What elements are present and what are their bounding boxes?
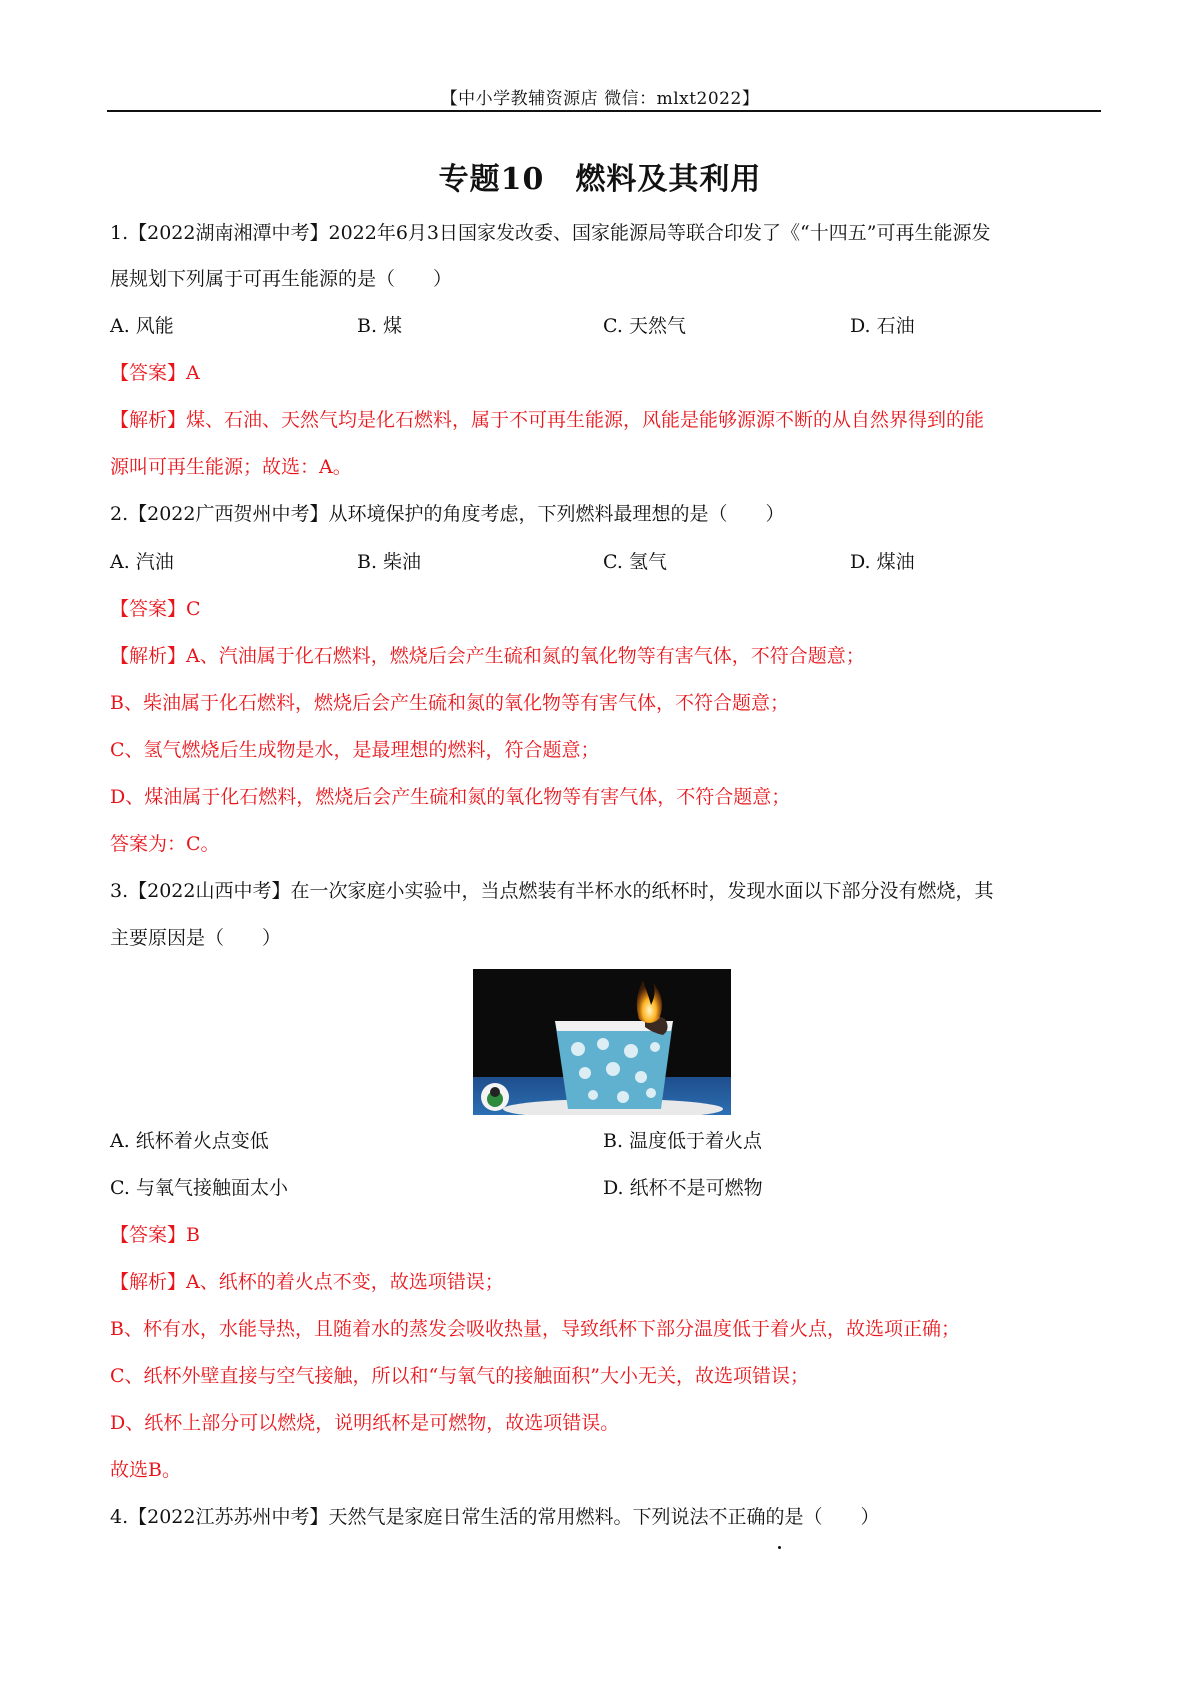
q3-analysis-line: 【解析】A、纸杯的着火点不变，故选项错误； xyxy=(110,1271,504,1293)
q2-option-a: A. 汽油 xyxy=(110,551,174,573)
q2-option-c: C. 氢气 xyxy=(603,551,667,573)
q3-analysis-line: D、纸杯上部分可以燃烧，说明纸杯是可燃物，故选项错误。 xyxy=(110,1412,620,1434)
q2-option-d: D. 煤油 xyxy=(850,551,915,573)
q1-option-b: B. 煤 xyxy=(357,315,403,337)
q1-analysis-line1: 【解析】煤、石油、天然气均是化石燃料，属于不可再生能源，风能是能够源源不断的从自然界得到的能 xyxy=(110,409,985,431)
q3-conclusion: 故选B。 xyxy=(110,1459,181,1481)
q2-option-b: B. 柴油 xyxy=(357,551,422,573)
paper-cup-illustration xyxy=(473,969,731,1115)
q3-analysis-line: C、纸杯外壁直接与空气接触，所以和“与氧气的接触面积”大小无关，故选项错误； xyxy=(110,1365,809,1387)
page-header: 【中小学教辅资源店 微信：mlxt2022】 xyxy=(440,89,760,109)
q1-option-a: A. 风能 xyxy=(110,315,174,337)
q3-option-b: B. 温度低于着火点 xyxy=(603,1130,763,1152)
burning-paper-cup-photo xyxy=(473,969,731,1115)
q2-analysis-line: 答案为：C。 xyxy=(110,833,220,855)
q2-answer: 【答案】C xyxy=(110,598,201,620)
q3-stem-line1: 3.【2022山西中考】在一次家庭小实验中，当点燃装有半杯水的纸杯时，发现水面以下部分没有燃烧，其 xyxy=(110,880,994,902)
q2-stem: 2.【2022广西贺州中考】从环境保护的角度考虑，下列燃料最理想的是（ ） xyxy=(110,503,785,525)
q2-analysis-line: D、煤油属于化石燃料，燃烧后会产生硫和氮的氧化物等有害气体，不符合题意； xyxy=(110,786,791,808)
q1-answer: 【答案】A xyxy=(110,362,200,384)
header-divider xyxy=(107,110,1101,112)
q3-option-c: C. 与氧气接触面太小 xyxy=(110,1177,288,1199)
q1-stem-line1: 1.【2022湖南湘潭中考】2022年6月3日国家发改委、国家能源局等联合印发了《“十四五”可再生能源发 xyxy=(110,222,991,244)
page-title: 专题10 燃料及其利用 xyxy=(438,162,762,197)
q3-option-d: D. 纸杯不是可燃物 xyxy=(603,1177,763,1199)
q4-stem: 4.【2022江苏苏州中考】天然气是家庭日常生活的常用燃料。下列说法不正确的是（ ） xyxy=(110,1506,880,1528)
q2-analysis-line: 【解析】A、汽油属于化石燃料，燃烧后会产生硫和氮的氧化物等有害气体，不符合题意； xyxy=(110,645,865,667)
q3-option-a: A. 纸杯着火点变低 xyxy=(110,1130,269,1152)
q3-answer: 【答案】B xyxy=(110,1224,200,1246)
q1-option-c: C. 天然气 xyxy=(603,315,686,337)
q1-analysis-line2: 源叫可再生能源；故选：A。 xyxy=(110,456,352,478)
q3-analysis-line: B、杯有水，水能导热，且随着水的蒸发会吸收热量，导致纸杯下部分温度低于着火点，故选项正确； xyxy=(110,1318,960,1340)
q1-option-d: D. 石油 xyxy=(850,315,915,337)
q2-analysis-line: B、柴油属于化石燃料，燃烧后会产生硫和氮的氧化物等有害气体，不符合题意； xyxy=(110,692,789,714)
q3-stem-line2: 主要原因是（ ） xyxy=(110,927,282,949)
emphasis-dot xyxy=(778,1546,781,1549)
q1-stem-line2: 展规划下列属于可再生能源的是（ ） xyxy=(110,268,453,290)
q2-analysis-line: C、氢气燃烧后生成物是水，是最理想的燃料，符合题意； xyxy=(110,739,600,761)
